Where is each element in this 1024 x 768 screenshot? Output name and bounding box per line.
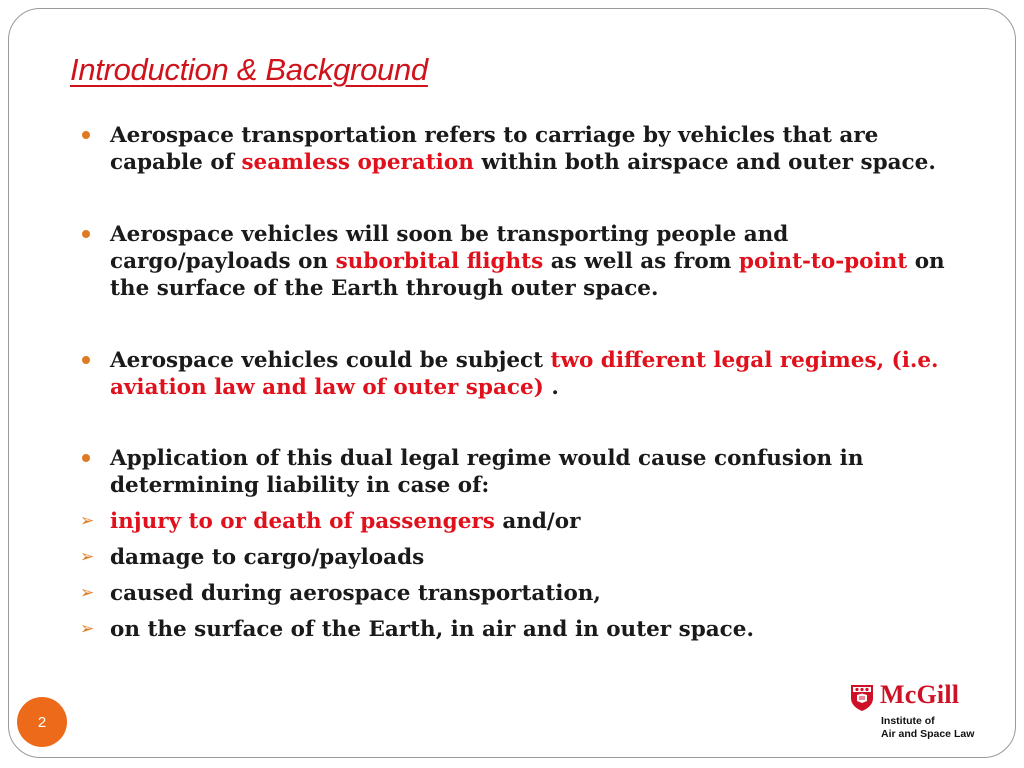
bullet-item xyxy=(78,445,958,499)
page-number-badge: 2 xyxy=(17,697,67,747)
mcgill-logo xyxy=(850,682,980,742)
slide-title: Introduction & Background xyxy=(70,52,428,87)
emphasis-segment: seamless operation xyxy=(241,150,474,175)
sub-bullet-text: caused during aerospace transportation, xyxy=(110,581,601,606)
bullet-text xyxy=(110,222,945,301)
logo-wordmark: McGill xyxy=(880,680,960,709)
bullet-item xyxy=(78,122,958,176)
mcgill-crest-icon xyxy=(850,684,874,712)
text-segment: and/or xyxy=(494,509,581,534)
emphasis-segment: two different legal regimes, (i.e. aviation law and law of outer space) xyxy=(110,348,939,400)
sub-bullet-item xyxy=(78,616,958,643)
bullet-dot-icon xyxy=(82,230,90,238)
bullet-text xyxy=(110,123,936,175)
sub-bullet-item xyxy=(78,544,958,571)
emphasis-segment: point-to-point xyxy=(738,249,908,274)
bullet-dot-icon xyxy=(82,356,90,364)
bullet-text: Application of this dual legal regime would cause confusion in determining liability in case of: xyxy=(110,446,864,498)
sub-bullet-item xyxy=(78,508,958,535)
bullet-text xyxy=(110,348,939,400)
bullet-item xyxy=(78,347,958,401)
text-segment: Aerospace vehicles will soon be transporting people and cargo/payloads on xyxy=(110,222,789,274)
arrow-bullet-icon: ➢ xyxy=(80,511,95,531)
sub-bullet-item xyxy=(78,580,958,607)
text-segment: on the surface of the Earth through outer space. xyxy=(110,249,945,301)
text-segment: as well as from xyxy=(543,249,739,274)
arrow-bullet-icon: ➢ xyxy=(80,583,95,603)
bullet-item xyxy=(78,221,958,302)
bullet-dot-icon xyxy=(82,131,90,139)
text-segment: Aerospace vehicles could be subject xyxy=(110,348,551,373)
logo-subtitle-line1: Institute of xyxy=(881,715,935,727)
slide-content xyxy=(78,120,958,643)
arrow-bullet-icon: ➢ xyxy=(80,547,95,567)
emphasis-segment: injury to or death of passengers xyxy=(110,509,495,534)
sub-bullet-text: damage to cargo/payloads xyxy=(110,545,425,570)
bullet-dot-icon xyxy=(82,454,90,462)
sub-bullet-text xyxy=(110,509,580,534)
sub-bullet-text: on the surface of the Earth, in air and in outer space. xyxy=(110,617,754,642)
arrow-bullet-icon: ➢ xyxy=(80,619,95,639)
text-segment: Aerospace transportation refers to carriage by vehicles that are capable of xyxy=(110,123,879,175)
logo-subtitle-line2: Air and Space Law xyxy=(881,728,975,740)
emphasis-segment: suborbital flights xyxy=(335,249,544,274)
text-segment: . xyxy=(543,375,559,400)
text-segment: within both airspace and outer space. xyxy=(473,150,936,175)
